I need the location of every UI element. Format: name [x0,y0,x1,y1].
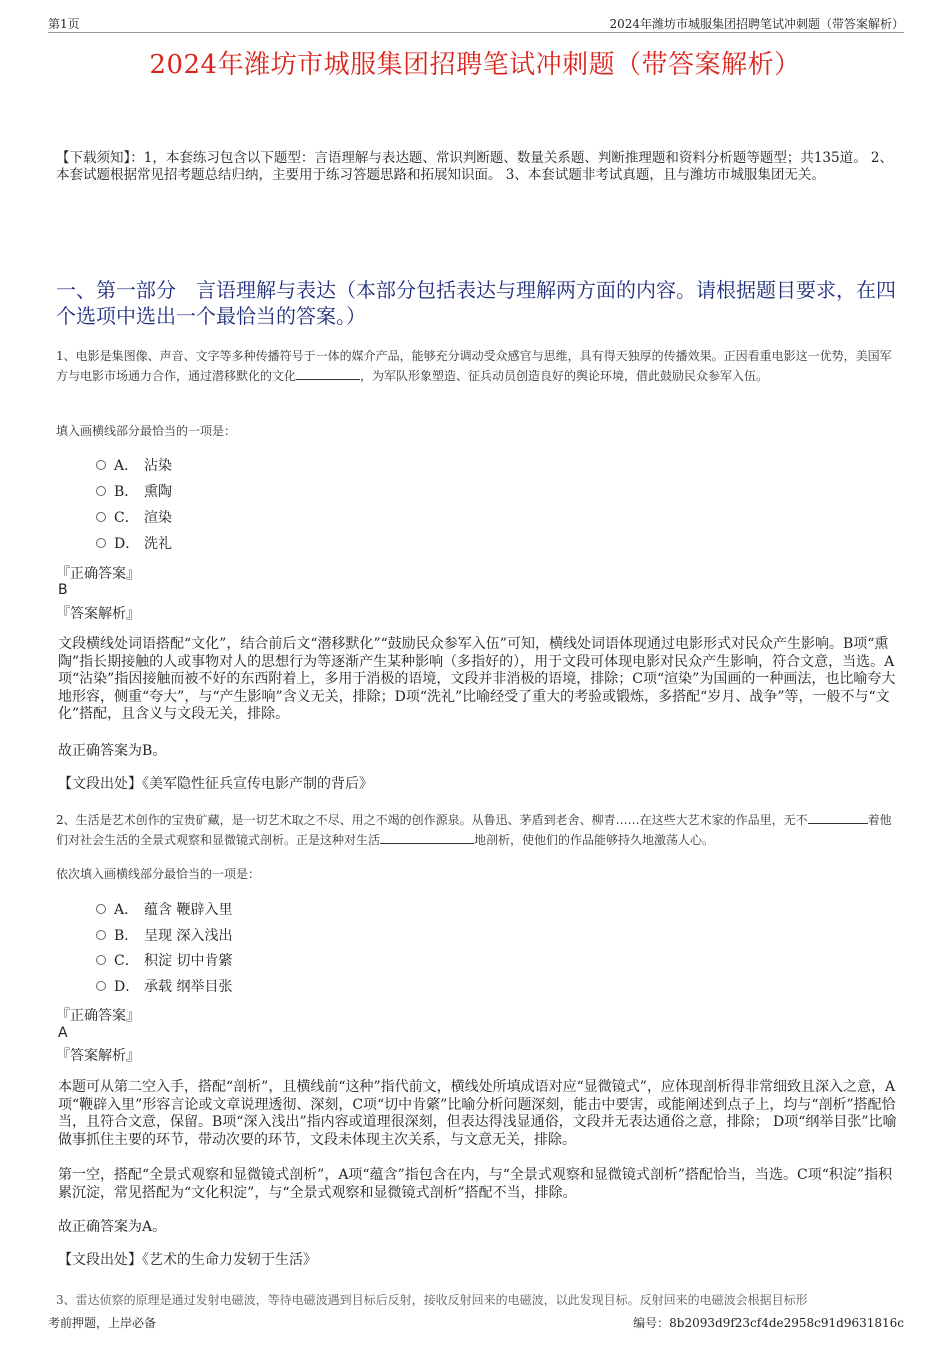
radio-icon[interactable] [96,930,106,940]
footer-slogan: 考前押题，上岸必备 [48,1316,157,1330]
question-2-prompt: 依次填入画横线部分最恰当的一项是： [56,867,261,881]
question-2-text-a: 2、生活是艺术创作的宝贵矿藏，是一切艺术取之不尽、用之不竭的创作源泉。从鲁迅、茅盾到老舍、柳青……在这些大艺术家的作品里，无不 [56,813,808,827]
correct-answer: B [58,582,68,598]
option-b[interactable]: B． 呈现 深入浅出 [96,926,232,946]
fill-blank [808,812,868,824]
correct-answer: A [58,1025,68,1041]
radio-icon[interactable] [96,981,106,991]
download-notice: 【下载须知】：1，本套练习包含以下题型：言语理解与表达题、常识判断题、数量关系题、判断推理题和资料分析题等题型；共135道。 2、本套试题根据常见招考题总结归纳，主要用于练习答题思路和拓展知识面。 3、本套试题非考试真题，且与潍坊市城服集团无关。 [56,150,893,183]
radio-icon[interactable] [96,904,106,914]
analysis-label: 『答案解析』 [56,1048,140,1064]
question-1-stem [56,346,901,386]
analysis-text-2: 第一空，搭配“全景式观察和显微镜式剖析”，A项“蕴含”指包含在内，与“全景式观察和显微镜式剖析”搭配恰当，当选。C项“积淀”指积累沉淀，常见搭配为“文化积淀”，与“全景式观察和显微镜式剖析”搭配不当，排除。 [58,1167,893,1201]
question-1-prompt: 填入画横线部分最恰当的一项是： [56,424,237,438]
header-doc-title: 2024年潍坊市城服集团招聘笔试冲刺题（带答案解析） [609,17,904,31]
radio-icon[interactable] [96,486,106,496]
radio-icon[interactable] [96,538,106,548]
footer-doc-id: 编号：8b2093d9f23cf4de2958c91d9631816c [633,1316,904,1330]
radio-icon[interactable] [96,460,106,470]
section-heading: 一、第一部分 言语理解与表达（本部分包括表达与理解两方面的内容。请根据题目要求，在四个选项中选出一个最恰当的答案。） [56,278,896,328]
question-1-text-a: 1、电影是集图像、声音、文字等多种传播符号于一体的媒介产品，能够充分调动受众感官与思维，具有得天独厚的传播效果。正因看重电影这一优势，美国军方与电影市场通力合作，通过潜移默化的文化 [56,349,892,383]
analysis-text-1: 本题可从第二空入手，搭配“剖析”，且横线前“这种”指代前文，横线处所填成语对应“显微镜式”，应体现剖析得非常细致且深入之意，A项“鞭辟入里”形容言论或文章说理透彻、深刻，C项“切中肯綮”比喻分析问题深刻，能击中要害，或能阐述到点子上，均与“剖析”搭配恰当，且符合文意，保留。B项“深入浅出”指内容或道理很深刻，但表达得浅显通俗，文段并无表达通俗之意，排除； D项“纲举目张”比喻做事抓住主要的环节，带动次要的环节，文段未体现主次关系，与文意无关，排除。 [58,1079,897,1148]
option-a[interactable]: A． 蕴含 鞭辟入里 [96,900,232,920]
question-2-text-c: 地剖析，使他们的作品能够持久地激荡人心。 [474,833,715,847]
source-text: 【文段出处】《美军隐性征兵宣传电影产制的背后》 [58,776,373,792]
option-d[interactable]: D． 洗礼 [96,534,172,554]
fill-blank [296,368,360,380]
radio-icon[interactable] [96,955,106,965]
question-1-text-b: ，为军队形象塑造、征兵动员创造良好的舆论环境，借此鼓励民众参军入伍。 [360,369,769,383]
option-a[interactable]: A． 沾染 [96,456,172,476]
question-2-stem [56,810,901,850]
conclusion-text: 故正确答案为A。 [58,1219,167,1235]
option-d[interactable]: D． 承载 纲举目张 [96,977,232,997]
document-title: 2024年潍坊市城服集团招聘笔试冲刺题（带答案解析） [149,50,801,80]
question-2-text-b: 着他们对社会生活的全景式观察和显微镜式剖析。正是这种对生活 [56,813,892,847]
correct-answer-label: 『正确答案』 [56,566,140,582]
fill-blank [380,832,474,844]
analysis-label: 『答案解析』 [56,606,140,622]
page-number: 第1页 [48,17,80,31]
page-header [48,14,904,33]
question-3-partial: 3、雷达侦察的原理是通过发射电磁波，等待电磁波遇到目标后反射，接收反射回来的电磁波，以此发现目标。反射回来的电磁波会根据目标形 [56,1293,808,1307]
radio-icon[interactable] [96,512,106,522]
option-c[interactable]: C． 渲染 [96,508,172,528]
analysis-text: 文段横线处词语搭配“文化”，结合前后文“潜移默化”“鼓励民众参军入伍”可知，横线处词语体现通过电影形式对民众产生影响。B项“熏陶”指长期接触的人或事物对人的思想行为等逐渐产生某种影响（多指好的），用于文段可体现电影对民众产生影响，符合文意，当选。A项“沾染”指因接触而被不好的东西附着上，多用于消极的语境，文段并非消极的语境，排除；C项“渲染”为国画的一种画法，也比喻夸大地形容，侧重“夸大”，与“产生影响”含义无关，排除；D项“洗礼”比喻经受了重大的考验或锻炼，多搭配“岁月、战争”等，一般不与“文化”搭配，且含义与文段无关，排除。 [58,636,896,722]
correct-answer-label: 『正确答案』 [56,1008,140,1024]
option-c[interactable]: C． 积淀 切中肯綮 [96,951,232,971]
source-text: 【文段出处】《艺术的生命力发轫于生活》 [58,1252,317,1268]
conclusion-text: 故正确答案为B。 [58,743,167,759]
option-b[interactable]: B． 熏陶 [96,482,172,502]
